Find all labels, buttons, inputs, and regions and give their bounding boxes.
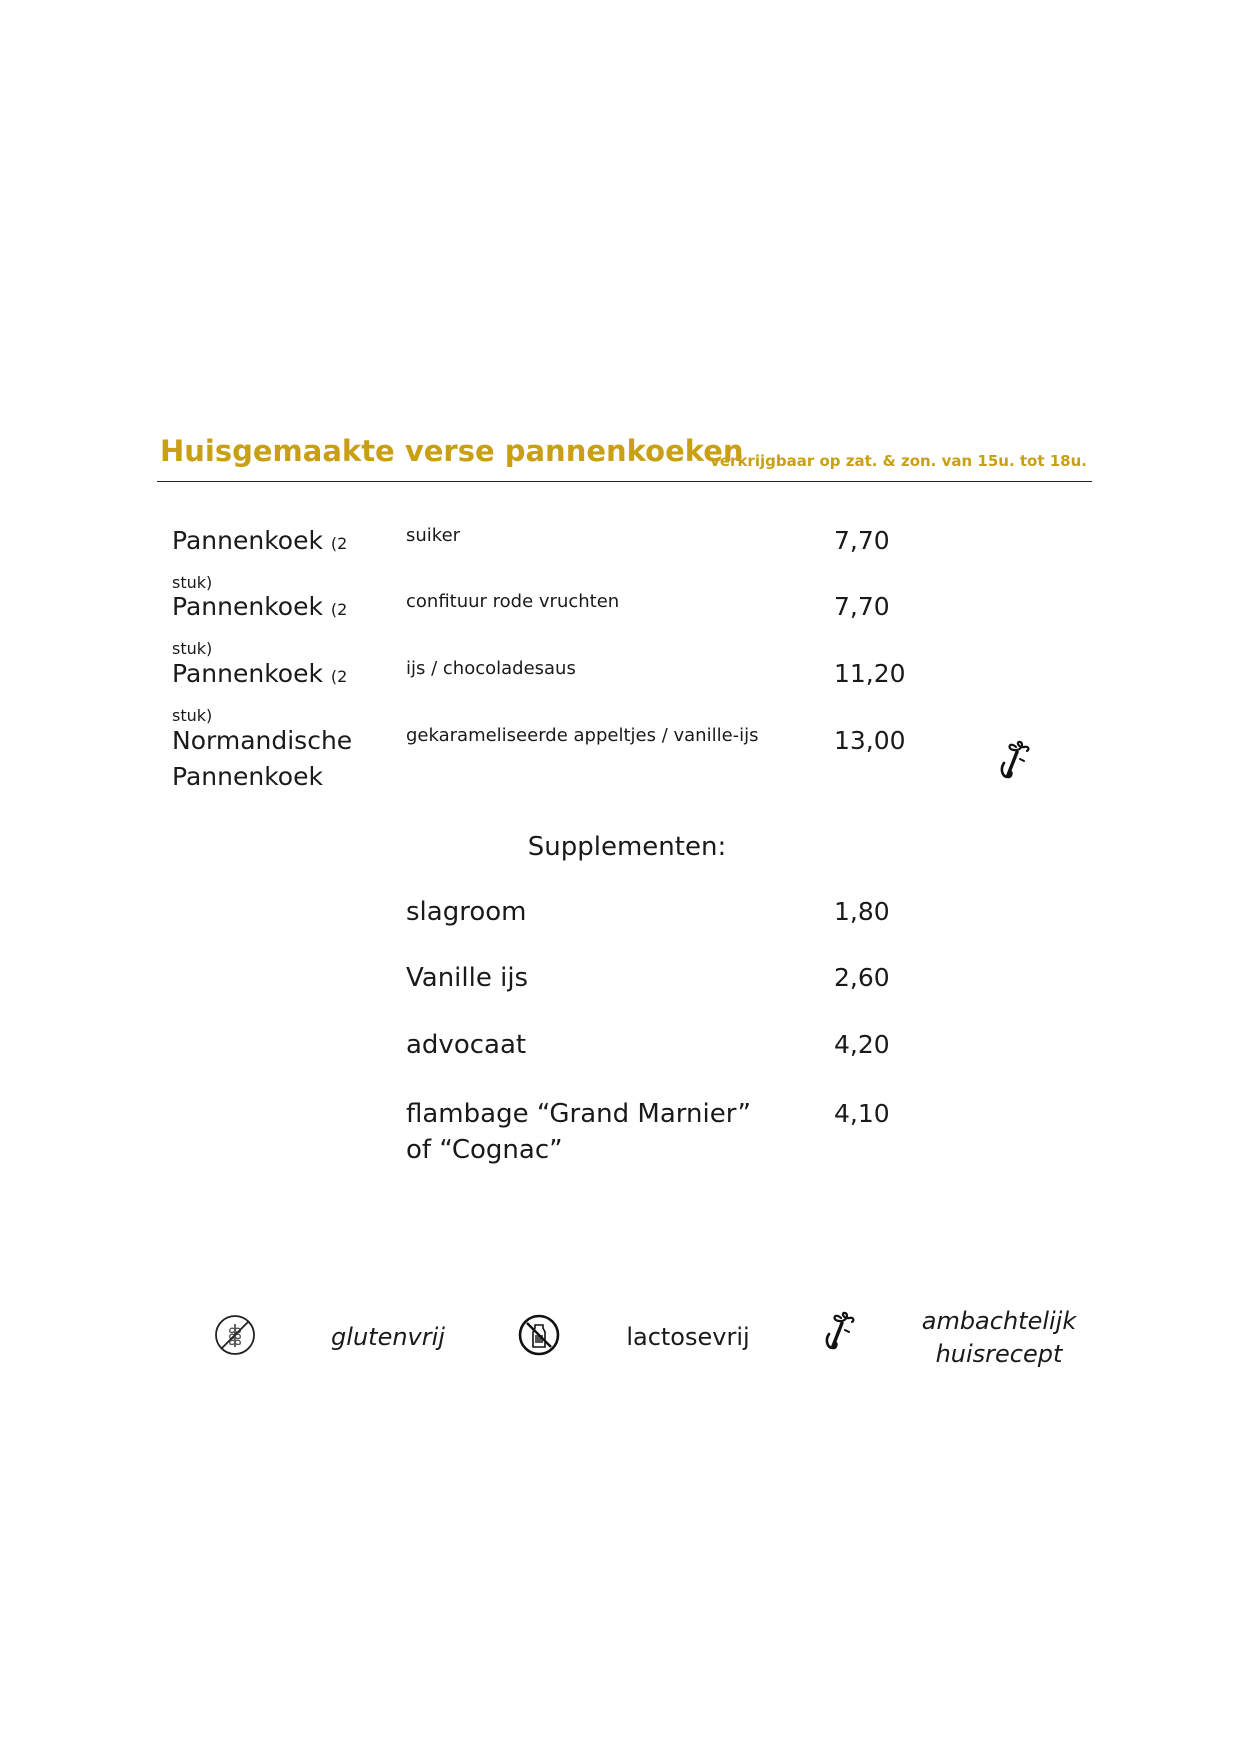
lactose-free-icon <box>517 1313 561 1357</box>
artisanal-whisk-icon <box>818 1310 862 1354</box>
gluten-free-icon <box>213 1313 257 1357</box>
dish-price: 7,70 <box>834 592 890 621</box>
dish-description: suiker <box>406 525 461 546</box>
supplement-price: 4,20 <box>834 1030 890 1059</box>
header-divider <box>157 481 1092 482</box>
dish-price: 13,00 <box>834 726 906 755</box>
supplements-heading: Supplementen: <box>527 832 727 862</box>
supplement-price: 2,60 <box>834 963 890 992</box>
supplement-price: 4,10 <box>834 1099 890 1128</box>
supplement-name: advocaat <box>406 1030 527 1060</box>
supplement-name: slagroom <box>406 897 527 927</box>
dish-quantity: (2 stuk) <box>172 534 348 592</box>
legend-label: lactosevrij <box>626 1323 750 1351</box>
dish-price: 7,70 <box>834 526 890 555</box>
supplement-name: flambage “Grand Marnier” of “Cognac” <box>406 1099 751 1165</box>
supplement-price: 1,80 <box>834 897 890 926</box>
dish-title: Normandische Pannenkoek <box>172 726 353 791</box>
supplement-name: Vanille ijs <box>406 963 529 993</box>
legend-label: ambachtelijk huisrecept <box>921 1307 1077 1368</box>
dish-quantity: (2 stuk) <box>172 667 348 725</box>
dish-title: Pannenkoek <box>172 659 323 688</box>
page-title: Huisgemaakte verse pannenkoeken <box>160 434 744 468</box>
dish-title: Pannenkoek <box>172 526 323 555</box>
dish-description: ijs / chocoladesaus <box>406 658 576 679</box>
availability-note: verkrijgbaar op zat. & zon. van 15u. tot 18u. <box>710 452 1087 470</box>
dish-quantity: (2 stuk) <box>172 600 348 658</box>
dish-name <box>172 723 382 795</box>
legend-label: glutenvrij <box>331 1323 445 1351</box>
dish-description: confituur rode vruchten <box>406 591 620 612</box>
dish-title: Pannenkoek <box>172 592 323 621</box>
artisanal-whisk-icon <box>994 739 1036 785</box>
dish-description: gekarameliseerde appeltjes / vanille-ijs <box>406 725 759 746</box>
dish-price: 11,20 <box>834 659 906 688</box>
